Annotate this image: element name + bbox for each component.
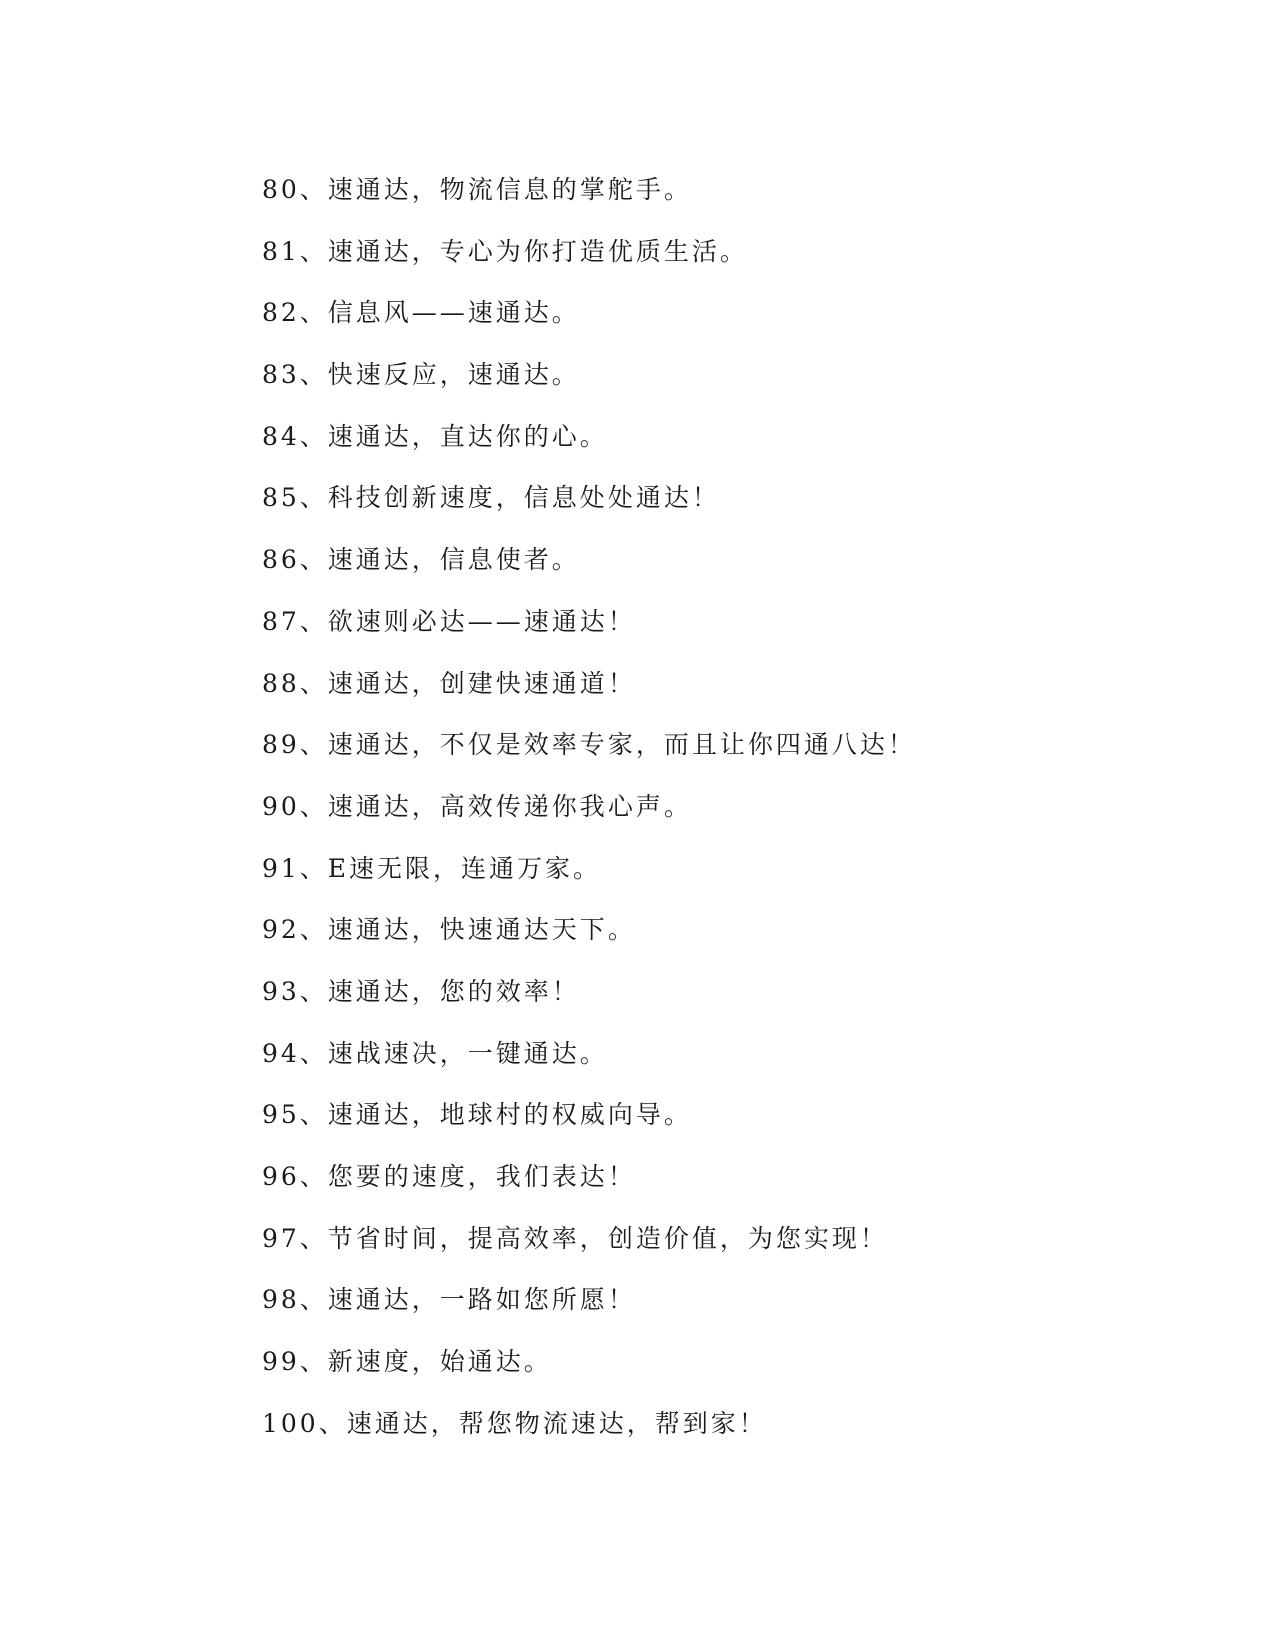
list-item: 92、速通达，快速通达天下。 — [262, 915, 636, 945]
list-item: 100、速通达，帮您物流速达，帮到家！ — [262, 1408, 767, 1438]
list-item: 95、速通达，地球村的权威向导。 — [262, 1100, 692, 1130]
list-item: 86、速通达，信息使者。 — [262, 545, 580, 575]
list-item: 83、快速反应，速通达。 — [262, 360, 580, 390]
list-item: 94、速战速决，一键通达。 — [262, 1038, 608, 1068]
list-item: 93、速通达，您的效率！ — [262, 976, 580, 1006]
list-item: 81、速通达，专心为你打造优质生活。 — [262, 236, 748, 266]
list-item: 90、速通达，高效传递你我心声。 — [262, 791, 692, 821]
list-item: 80、速通达，物流信息的掌舵手。 — [262, 175, 692, 204]
list-item: 97、节省时间，提高效率，创造价值，为您实现！ — [262, 1223, 888, 1253]
list-item: 87、欲速则必达——速通达！ — [262, 606, 636, 636]
list-item: 89、速通达，不仅是效率专家，而且让你四通八达！ — [262, 730, 916, 760]
list-item: 99、新速度，始通达。 — [262, 1347, 552, 1377]
list-item: 84、速通达，直达你的心。 — [262, 421, 608, 451]
list-item: 85、科技创新速度，信息处处通达！ — [262, 483, 720, 513]
slogan-list — [262, 170, 1022, 1465]
list-item: 82、信息风——速通达。 — [262, 298, 580, 328]
list-item: 88、速通达，创建快速通道！ — [262, 668, 636, 698]
list-item: 91、E速无限，连通万家。 — [262, 853, 602, 883]
list-item: 96、您要的速度，我们表达！ — [262, 1162, 636, 1191]
list-item: 98、速通达，一路如您所愿！ — [262, 1285, 636, 1315]
